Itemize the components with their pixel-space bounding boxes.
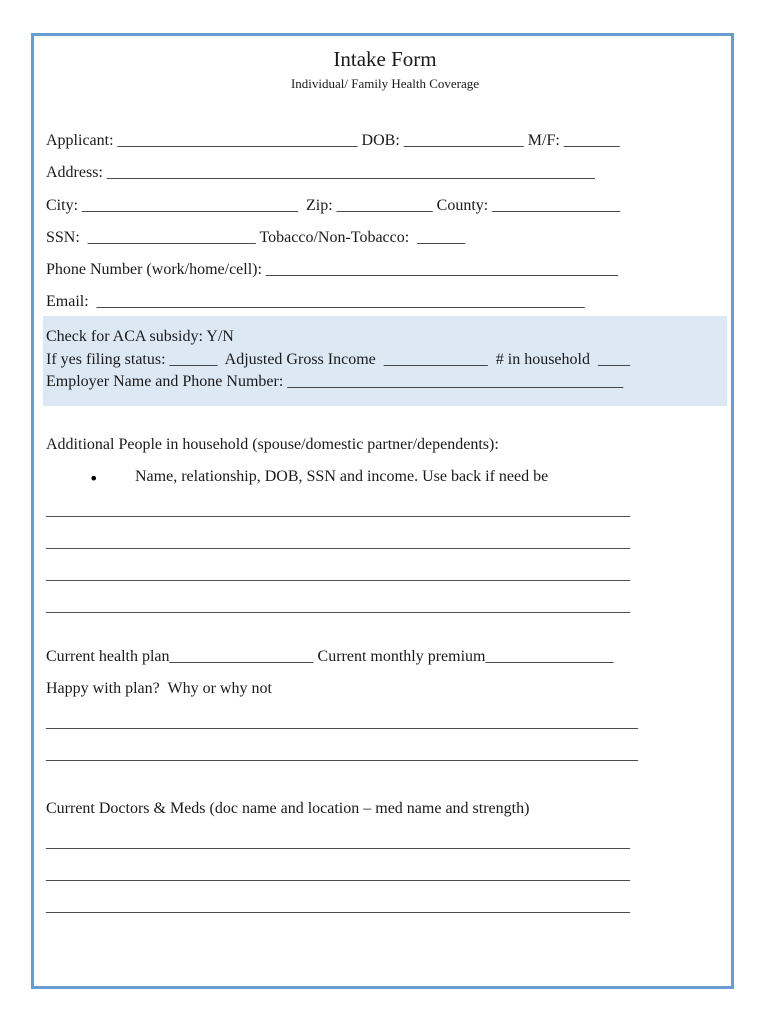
doctors-blank-1[interactable]: _________________________________________________________________________ — [46, 834, 630, 851]
city-zip-county-row[interactable]: City: ___________________________ Zip: ____________ County: ________________ — [46, 197, 621, 214]
aca-subsidy-line[interactable]: Check for ACA subsidy: Y/N — [46, 328, 234, 345]
doctors-blank-3[interactable]: _________________________________________________________________________ — [46, 898, 630, 915]
address-row[interactable]: Address: _____________________________________________________________ — [46, 164, 595, 181]
doctors-heading: Current Doctors & Meds (doc name and location – med name and strength) — [46, 800, 530, 817]
form-title: Intake Form — [333, 47, 437, 71]
plan-blank-1[interactable]: __________________________________________________________________________ — [46, 714, 638, 731]
employer-line[interactable]: Employer Name and Phone Number: __________________________________________ — [46, 373, 624, 390]
household-instruction: Name, relationship, DOB, SSN and income. Use back if need be — [135, 468, 549, 485]
ssn-tobacco-row[interactable]: SSN: _____________________ Tobacco/Non-Tobacco: ______ — [46, 229, 466, 246]
bullet-icon: • — [89, 469, 99, 488]
email-row[interactable]: Email: _____________________________________________________________ — [46, 293, 585, 310]
applicant-dob-sex-row[interactable]: Applicant: ______________________________ DOB: _______________ M/F: _______ — [46, 132, 620, 149]
happy-with-plan: Happy with plan? Why or why not — [46, 680, 272, 697]
household-blank-1[interactable]: _________________________________________________________________________ — [46, 502, 630, 519]
household-blank-4[interactable]: _________________________________________________________________________ — [46, 598, 630, 615]
current-plan-row[interactable]: Current health plan__________________ Current monthly premium________________ — [46, 648, 614, 665]
form-subtitle: Individual/ Family Health Coverage — [290, 76, 480, 91]
household-blank-3[interactable]: _________________________________________________________________________ — [46, 566, 630, 583]
household-heading: Additional People in household (spouse/domestic partner/dependents): — [46, 436, 499, 453]
filing-status-line[interactable]: If yes filing status: ______ Adjusted Gross Income _____________ # in household ____ — [46, 351, 630, 368]
household-blank-2[interactable]: _________________________________________________________________________ — [46, 534, 630, 551]
doctors-blank-2[interactable]: _________________________________________________________________________ — [46, 866, 630, 883]
plan-blank-2[interactable]: __________________________________________________________________________ — [46, 746, 638, 763]
phone-row[interactable]: Phone Number (work/home/cell): ____________________________________________ — [46, 261, 618, 278]
